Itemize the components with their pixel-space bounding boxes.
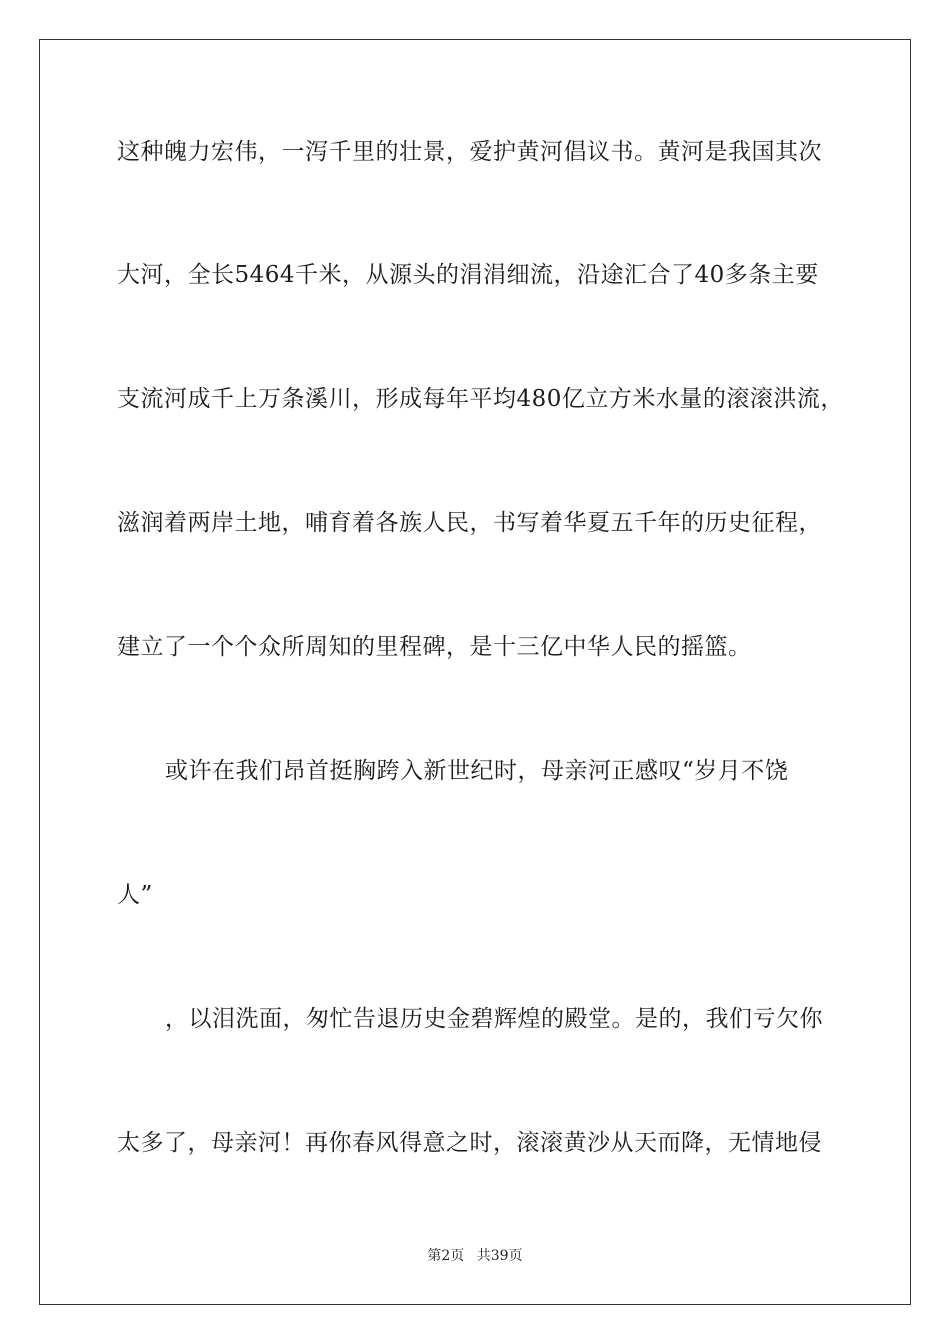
text-line-7: 人” xyxy=(117,882,153,908)
text-line-3: 支流河成千上万条溪川，形成每年平均480亿立方米水量的滚滚洪流， xyxy=(117,386,844,412)
text-line-1: 这种魄力宏伟，一泻千里的壮景，爱护黄河倡议书。黄河是我国其次 xyxy=(117,139,822,165)
text-line-2: 大河，全长5464千米，从源头的涓涓细流，沿途汇合了40多条主要 xyxy=(117,262,819,288)
page-footer xyxy=(0,1247,950,1265)
text-line-9: 太多了，母亲河！再你春风得意之时，滚滚黄沙从天而降，无情地侵 xyxy=(117,1130,822,1156)
text-line-5: 建立了一个个众所周知的里程碑，是十三亿中华人民的摇篮。 xyxy=(117,634,752,660)
page-number: 第2页 xyxy=(427,1248,465,1264)
page-frame xyxy=(39,39,911,1305)
text-line-6: 或许在我们昂首挺胸跨入新世纪时，母亲河正感叹“岁月不饶 xyxy=(165,758,789,784)
text-line-4: 滋润着两岸土地，哺育着各族人民，书写着华夏五千年的历史征程， xyxy=(117,510,822,536)
text-line-8: ，以泪洗面，匆忙告退历史金碧辉煌的殿堂。是的，我们亏欠你 xyxy=(165,1006,823,1032)
page-total: 共39页 xyxy=(476,1248,523,1264)
